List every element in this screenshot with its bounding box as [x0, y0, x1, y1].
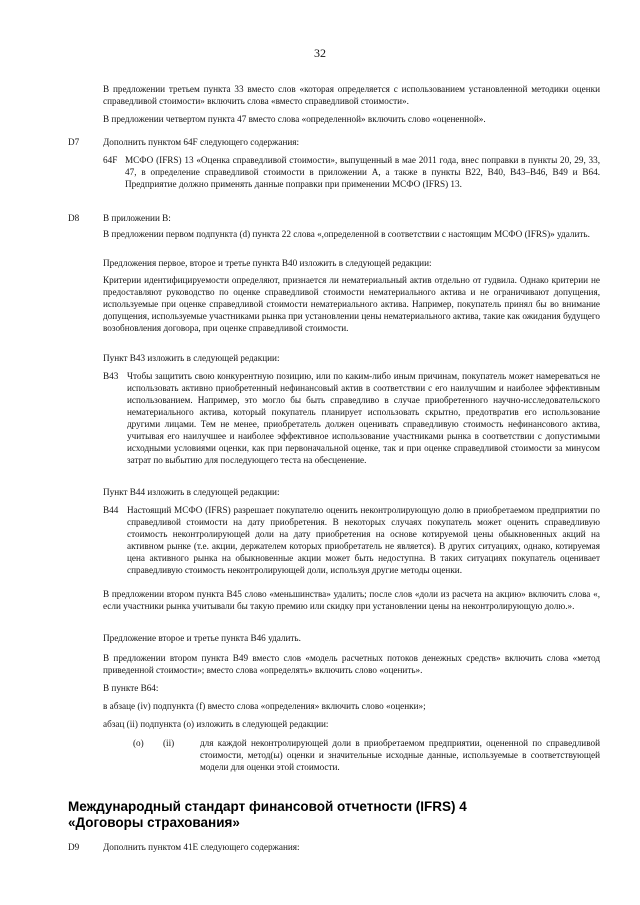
paragraph-b49-amendment: В предложении втором пункта B49 вместо слов «модель расчетных потоков денежных средств» включить слова «метод приведенной стоимости»; вместо слова «определять» включить слово «оценить». [103, 653, 600, 675]
section-code-d9: D9 [68, 842, 80, 852]
section-code-d8: D8 [68, 213, 80, 223]
page-number: 32 [314, 46, 326, 60]
section-heading-ifrs4 [68, 799, 588, 831]
section-d9-text: Дополнить пунктом 41E следующего содержания: [103, 842, 300, 852]
paragraph-b64-iv: в абзаце (iv) подпункта (f) вместо слова «определения» включить слово «оценки»; [103, 701, 426, 711]
item-o-ii-text: для каждой неконтролирующей доли в приобретаемом предприятии, оцененной по справедливой стоимости, метод(ы) оценки и значительные исходные данные, используемые в соответствующей модели для оценки этой стоимости. [200, 738, 600, 772]
paragraph-22d-amendment: В предложении первом подпункта (d) пункта 22 слова «,определенной в соответствии с настоящим МСФО (IFRS)» удалить. [103, 229, 590, 239]
paragraph-b40-intro: Предложения первое, второе и третье пункта B40 изложить в следующей редакции: [103, 258, 432, 268]
paragraph-b64-o-ii-intro: абзац (ii) подпункта (o) изложить в следующей редакции: [103, 719, 329, 729]
item-b44-text: Настоящий МСФО (IFRS) разрешает покупателю оценить неконтролирующую долю в приобретаемом предприятии по справедливой стоимости на дату приобретения. В некоторых случаях покупатель может оценить справедливую стоимость неконтролирующей доли на дату приобретения на основе котируемой цены обыкновенных акций на активном рынке (т.е. акции, держателем которых приобретатель не является). В других ситуациях, однако, котируемая цена активного рынка на обыкновенные акции может быть недоступна. В таких ситуациях покупатель оценивает справедливую стоимость неконтролирующей доли, используя другие методы оценки. [127, 505, 600, 575]
paragraph-b46-amendment: Предложение второе и третье пункта B46 удалить. [103, 633, 301, 643]
section-code-d7: D7 [68, 137, 80, 147]
paragraph-b43-intro: Пункт B43 изложить в следующей редакции: [103, 353, 280, 363]
paragraph-b64-intro: В пункте B64: [103, 683, 159, 693]
item-label-ii: (ii) [163, 738, 175, 748]
section-d7-text: Дополнить пунктом 64F следующего содержания: [103, 137, 300, 147]
paragraph-47-amendment: В предложении четвертом пункта 47 вместо слова «определенной» включить слово «оцененной». [103, 114, 486, 124]
item-label-64f: 64F [103, 155, 118, 165]
item-label-b44: B44 [103, 505, 119, 515]
section-d8-text: В приложении В: [103, 213, 171, 223]
heading-line-2: «Договоры страхования» [68, 815, 240, 830]
paragraph-b44-intro: Пункт B44 изложить в следующей редакции: [103, 487, 280, 497]
heading-line-1: Международный стандарт финансовой отчетности (IFRS) 4 [68, 799, 467, 814]
item-64f-text: МСФО (IFRS) 13 «Оценка справедливой стоимости», выпущенный в мае 2011 года, внес поправки в пункты 20, 29, 33, 47, в определение справедливой стоимости в приложении А, а также в пункты B22, B40, B43–B46, B49 и B64. Предприятие должно применять данные поправки при применении МСФО (IFRS) 13. [125, 155, 600, 189]
item-label-o: (o) [133, 738, 144, 748]
paragraph-b40-text: Критерии идентифицируемости определяют, признается ли нематериальный актив отдельно от гудвила. Однако критерии не предоставляют руководство по оценке справедливой стоимости нематериального актива и не ограничивают допущения, используемые при оценке справедливой стоимости нематериального актива. Например, покупатель принял бы во внимание допущения, используемые участниками рынка при установлении цены нематериального актива, такие как ожидания будущего возобновления договора, при оценке справедливой стоимости. [103, 275, 600, 333]
paragraph-b45-amendment: В предложении втором пункта B45 слово «меньшинства» удалить; после слов «доли из расчета на акцию» включить слова «, если участники рынка учитывали бы такую премию или скидку при установлении цены на неконтролирующую долю.». [103, 589, 600, 611]
item-label-b43: B43 [103, 371, 119, 381]
paragraph-33-amendment: В предложении третьем пункта 33 вместо слов «которая определяется с использованием установленной методики оценки справедливой стоимости» включить слова «вместо справедливой стоимости». [103, 84, 600, 106]
item-b43-text: Чтобы защитить свою конкурентную позицию, или по каким-либо иным причинам, покупатель может намереваться не использовать активно приобретенный нефинансовый актив в соответствии с его наилучшим и наиболее эффективным использованием. Например, это могло бы быть справедливо в случае приобретенного научно-исследовательского нематериального актива, который покупатель планирует использовать скрытно, предотвратив его использование другими лицами. Тем не менее, приобретатель должен оценивать справедливую стоимость нефинансового актива, учитывая его наилучшее и наиболее эффективное использование участниками рынка в соответствии с допустимыми исходными условиями оценки, как при первоначальной оценке, так и при оценке справедливой стоимости за минусом затрат по выбытию для последующего теста на обесценение. [127, 371, 600, 465]
